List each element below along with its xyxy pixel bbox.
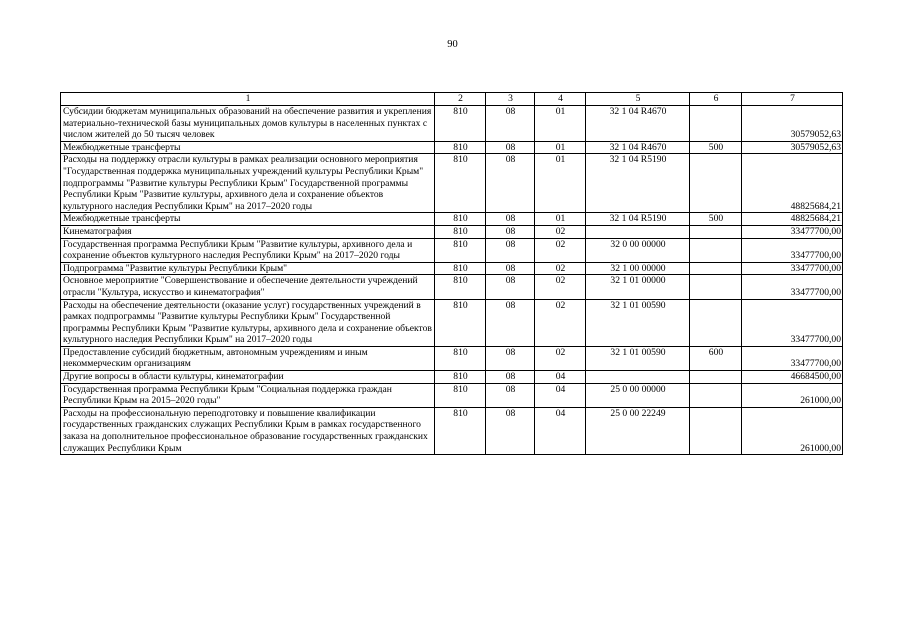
target-article-cell: 32 1 04 R5190 bbox=[586, 154, 690, 213]
page-number: 90 bbox=[447, 39, 458, 50]
target-article-cell: 32 0 00 00000 bbox=[586, 238, 690, 262]
header-cell: 2 bbox=[435, 93, 486, 106]
section-code-cell: 08 bbox=[486, 371, 535, 384]
expense-type-cell: 600 bbox=[690, 346, 742, 370]
budget-table bbox=[60, 92, 843, 455]
table-row bbox=[61, 371, 843, 384]
expense-type-cell bbox=[690, 371, 742, 384]
subsection-code-cell: 02 bbox=[535, 299, 586, 346]
header-cell: 7 bbox=[742, 93, 843, 106]
ministry-code-cell: 810 bbox=[435, 154, 486, 213]
expense-type-cell bbox=[690, 299, 742, 346]
section-code-cell: 08 bbox=[486, 154, 535, 213]
header-cell: 1 bbox=[61, 93, 435, 106]
amount-cell: 33477700,00 bbox=[742, 346, 843, 370]
header-cell: 5 bbox=[586, 93, 690, 106]
ministry-code-cell: 810 bbox=[435, 141, 486, 154]
header-cell: 6 bbox=[690, 93, 742, 106]
target-article-cell: 25 0 00 22249 bbox=[586, 407, 690, 454]
expense-type-cell: 500 bbox=[690, 213, 742, 226]
section-code-cell: 08 bbox=[486, 346, 535, 370]
section-code-cell: 08 bbox=[486, 383, 535, 407]
target-article-cell: 32 1 01 00000 bbox=[586, 275, 690, 299]
subsection-code-cell: 02 bbox=[535, 238, 586, 262]
table-row bbox=[61, 299, 843, 346]
expense-type-cell bbox=[690, 262, 742, 275]
target-article-cell: 32 1 04 R5190 bbox=[586, 213, 690, 226]
expense-name-cell: Государственная программа Республики Крым "Развитие культуры, архивного дела и сохранение объектов культурного наследия Республики Крым" на 2017–2020 годы bbox=[61, 238, 435, 262]
expense-name-cell: Расходы на обеспечение деятельности (оказание услуг) государственных учреждений в рамках подпрограммы "Развитие культуры Республики Крым" Государственной программы Республики Крым "Развитие культуры, архивного дела и сохранение объектов культурного наследия Республики Крым" на 2017–2020 годы bbox=[61, 299, 435, 346]
expense-name-cell: Расходы на профессиональную переподготовку и повышение квалификации государственных гражданских служащих Республики Крым в рамках государственного заказа на дополнительное профессиональное образование государственных гражданских служащих Республики Крым bbox=[61, 407, 435, 454]
section-code-cell: 08 bbox=[486, 141, 535, 154]
table-row bbox=[61, 238, 843, 262]
table-row bbox=[61, 383, 843, 407]
ministry-code-cell: 810 bbox=[435, 299, 486, 346]
ministry-code-cell: 810 bbox=[435, 275, 486, 299]
header-cell: 3 bbox=[486, 93, 535, 106]
expense-name-cell: Государственная программа Республики Крым "Социальная поддержка граждан Республики Крым на 2015–2020 годы" bbox=[61, 383, 435, 407]
expense-name-cell: Межбюджетные трансферты bbox=[61, 213, 435, 226]
amount-cell: 48825684,21 bbox=[742, 213, 843, 226]
section-code-cell: 08 bbox=[486, 262, 535, 275]
subsection-code-cell: 01 bbox=[535, 141, 586, 154]
table-row bbox=[61, 275, 843, 299]
table-row bbox=[61, 346, 843, 370]
section-code-cell: 08 bbox=[486, 275, 535, 299]
table-row bbox=[61, 141, 843, 154]
expense-type-cell bbox=[690, 238, 742, 262]
ministry-code-cell: 810 bbox=[435, 407, 486, 454]
expense-type-cell bbox=[690, 154, 742, 213]
table-row bbox=[61, 407, 843, 454]
ministry-code-cell: 810 bbox=[435, 346, 486, 370]
subsection-code-cell: 01 bbox=[535, 154, 586, 213]
expense-name-cell: Межбюджетные трансферты bbox=[61, 141, 435, 154]
expense-type-cell bbox=[690, 407, 742, 454]
target-article-cell: 32 1 04 R4670 bbox=[586, 106, 690, 142]
target-article-cell bbox=[586, 225, 690, 238]
subsection-code-cell: 02 bbox=[535, 346, 586, 370]
section-code-cell: 08 bbox=[486, 407, 535, 454]
section-code-cell: 08 bbox=[486, 238, 535, 262]
table-header-row bbox=[61, 93, 843, 106]
amount-cell: 33477700,00 bbox=[742, 262, 843, 275]
amount-cell: 261000,00 bbox=[742, 407, 843, 454]
amount-cell: 46684500,00 bbox=[742, 371, 843, 384]
subsection-code-cell: 01 bbox=[535, 106, 586, 142]
amount-cell: 30579052,63 bbox=[742, 106, 843, 142]
target-article-cell: 32 1 04 R4670 bbox=[586, 141, 690, 154]
table-row bbox=[61, 154, 843, 213]
subsection-code-cell: 04 bbox=[535, 371, 586, 384]
target-article-cell: 32 1 01 00590 bbox=[586, 299, 690, 346]
ministry-code-cell: 810 bbox=[435, 383, 486, 407]
section-code-cell: 08 bbox=[486, 225, 535, 238]
amount-cell: 261000,00 bbox=[742, 383, 843, 407]
ministry-code-cell: 810 bbox=[435, 106, 486, 142]
expense-type-cell: 500 bbox=[690, 141, 742, 154]
table-row bbox=[61, 262, 843, 275]
table-body bbox=[61, 106, 843, 455]
target-article-cell: 32 1 01 00590 bbox=[586, 346, 690, 370]
amount-cell: 33477700,00 bbox=[742, 238, 843, 262]
target-article-cell: 25 0 00 00000 bbox=[586, 383, 690, 407]
subsection-code-cell: 02 bbox=[535, 225, 586, 238]
expense-name-cell: Подпрограмма "Развитие культуры Республики Крым" bbox=[61, 262, 435, 275]
amount-cell: 33477700,00 bbox=[742, 275, 843, 299]
table-row bbox=[61, 106, 843, 142]
ministry-code-cell: 810 bbox=[435, 371, 486, 384]
expense-name-cell: Расходы на поддержку отрасли культуры в рамках реализации основного мероприятия "Государственная поддержка муниципальных учреждений культуры Республики Крым" подпрограммы "Развитие культуры Республики Крым" Государственной программы Республики Крым "Развитие культуры, архивного дела и сохранение объектов культурного наследия Республики Крым" на 2017–2020 годы bbox=[61, 154, 435, 213]
subsection-code-cell: 04 bbox=[535, 407, 586, 454]
amount-cell: 48825684,21 bbox=[742, 154, 843, 213]
section-code-cell: 08 bbox=[486, 299, 535, 346]
ministry-code-cell: 810 bbox=[435, 262, 486, 275]
subsection-code-cell: 02 bbox=[535, 275, 586, 299]
section-code-cell: 08 bbox=[486, 106, 535, 142]
section-code-cell: 08 bbox=[486, 213, 535, 226]
expense-type-cell bbox=[690, 106, 742, 142]
amount-cell: 33477700,00 bbox=[742, 299, 843, 346]
expense-name-cell: Другие вопросы в области культуры, кинематографии bbox=[61, 371, 435, 384]
expense-name-cell: Основное мероприятие "Совершенствование и обеспечение деятельности учреждений отрасли "Культура, искусство и кинематография" bbox=[61, 275, 435, 299]
expense-type-cell bbox=[690, 383, 742, 407]
amount-cell: 33477700,00 bbox=[742, 225, 843, 238]
expense-type-cell bbox=[690, 275, 742, 299]
expense-name-cell: Кинематография bbox=[61, 225, 435, 238]
subsection-code-cell: 02 bbox=[535, 262, 586, 275]
amount-cell: 30579052,63 bbox=[742, 141, 843, 154]
table-row bbox=[61, 225, 843, 238]
ministry-code-cell: 810 bbox=[435, 213, 486, 226]
subsection-code-cell: 04 bbox=[535, 383, 586, 407]
header-cell: 4 bbox=[535, 93, 586, 106]
expense-name-cell: Субсидии бюджетам муниципальных образований на обеспечение развития и укрепления материально-технической базы муниципальных домов культуры в населенных пунктах с числом жителей до 50 тысяч человек bbox=[61, 106, 435, 142]
ministry-code-cell: 810 bbox=[435, 225, 486, 238]
target-article-cell: 32 1 00 00000 bbox=[586, 262, 690, 275]
target-article-cell bbox=[586, 371, 690, 384]
subsection-code-cell: 01 bbox=[535, 213, 586, 226]
expense-type-cell bbox=[690, 225, 742, 238]
ministry-code-cell: 810 bbox=[435, 238, 486, 262]
expense-name-cell: Предоставление субсидий бюджетным, автономным учреждениям и иным некоммерческим организациям bbox=[61, 346, 435, 370]
table-row bbox=[61, 213, 843, 226]
